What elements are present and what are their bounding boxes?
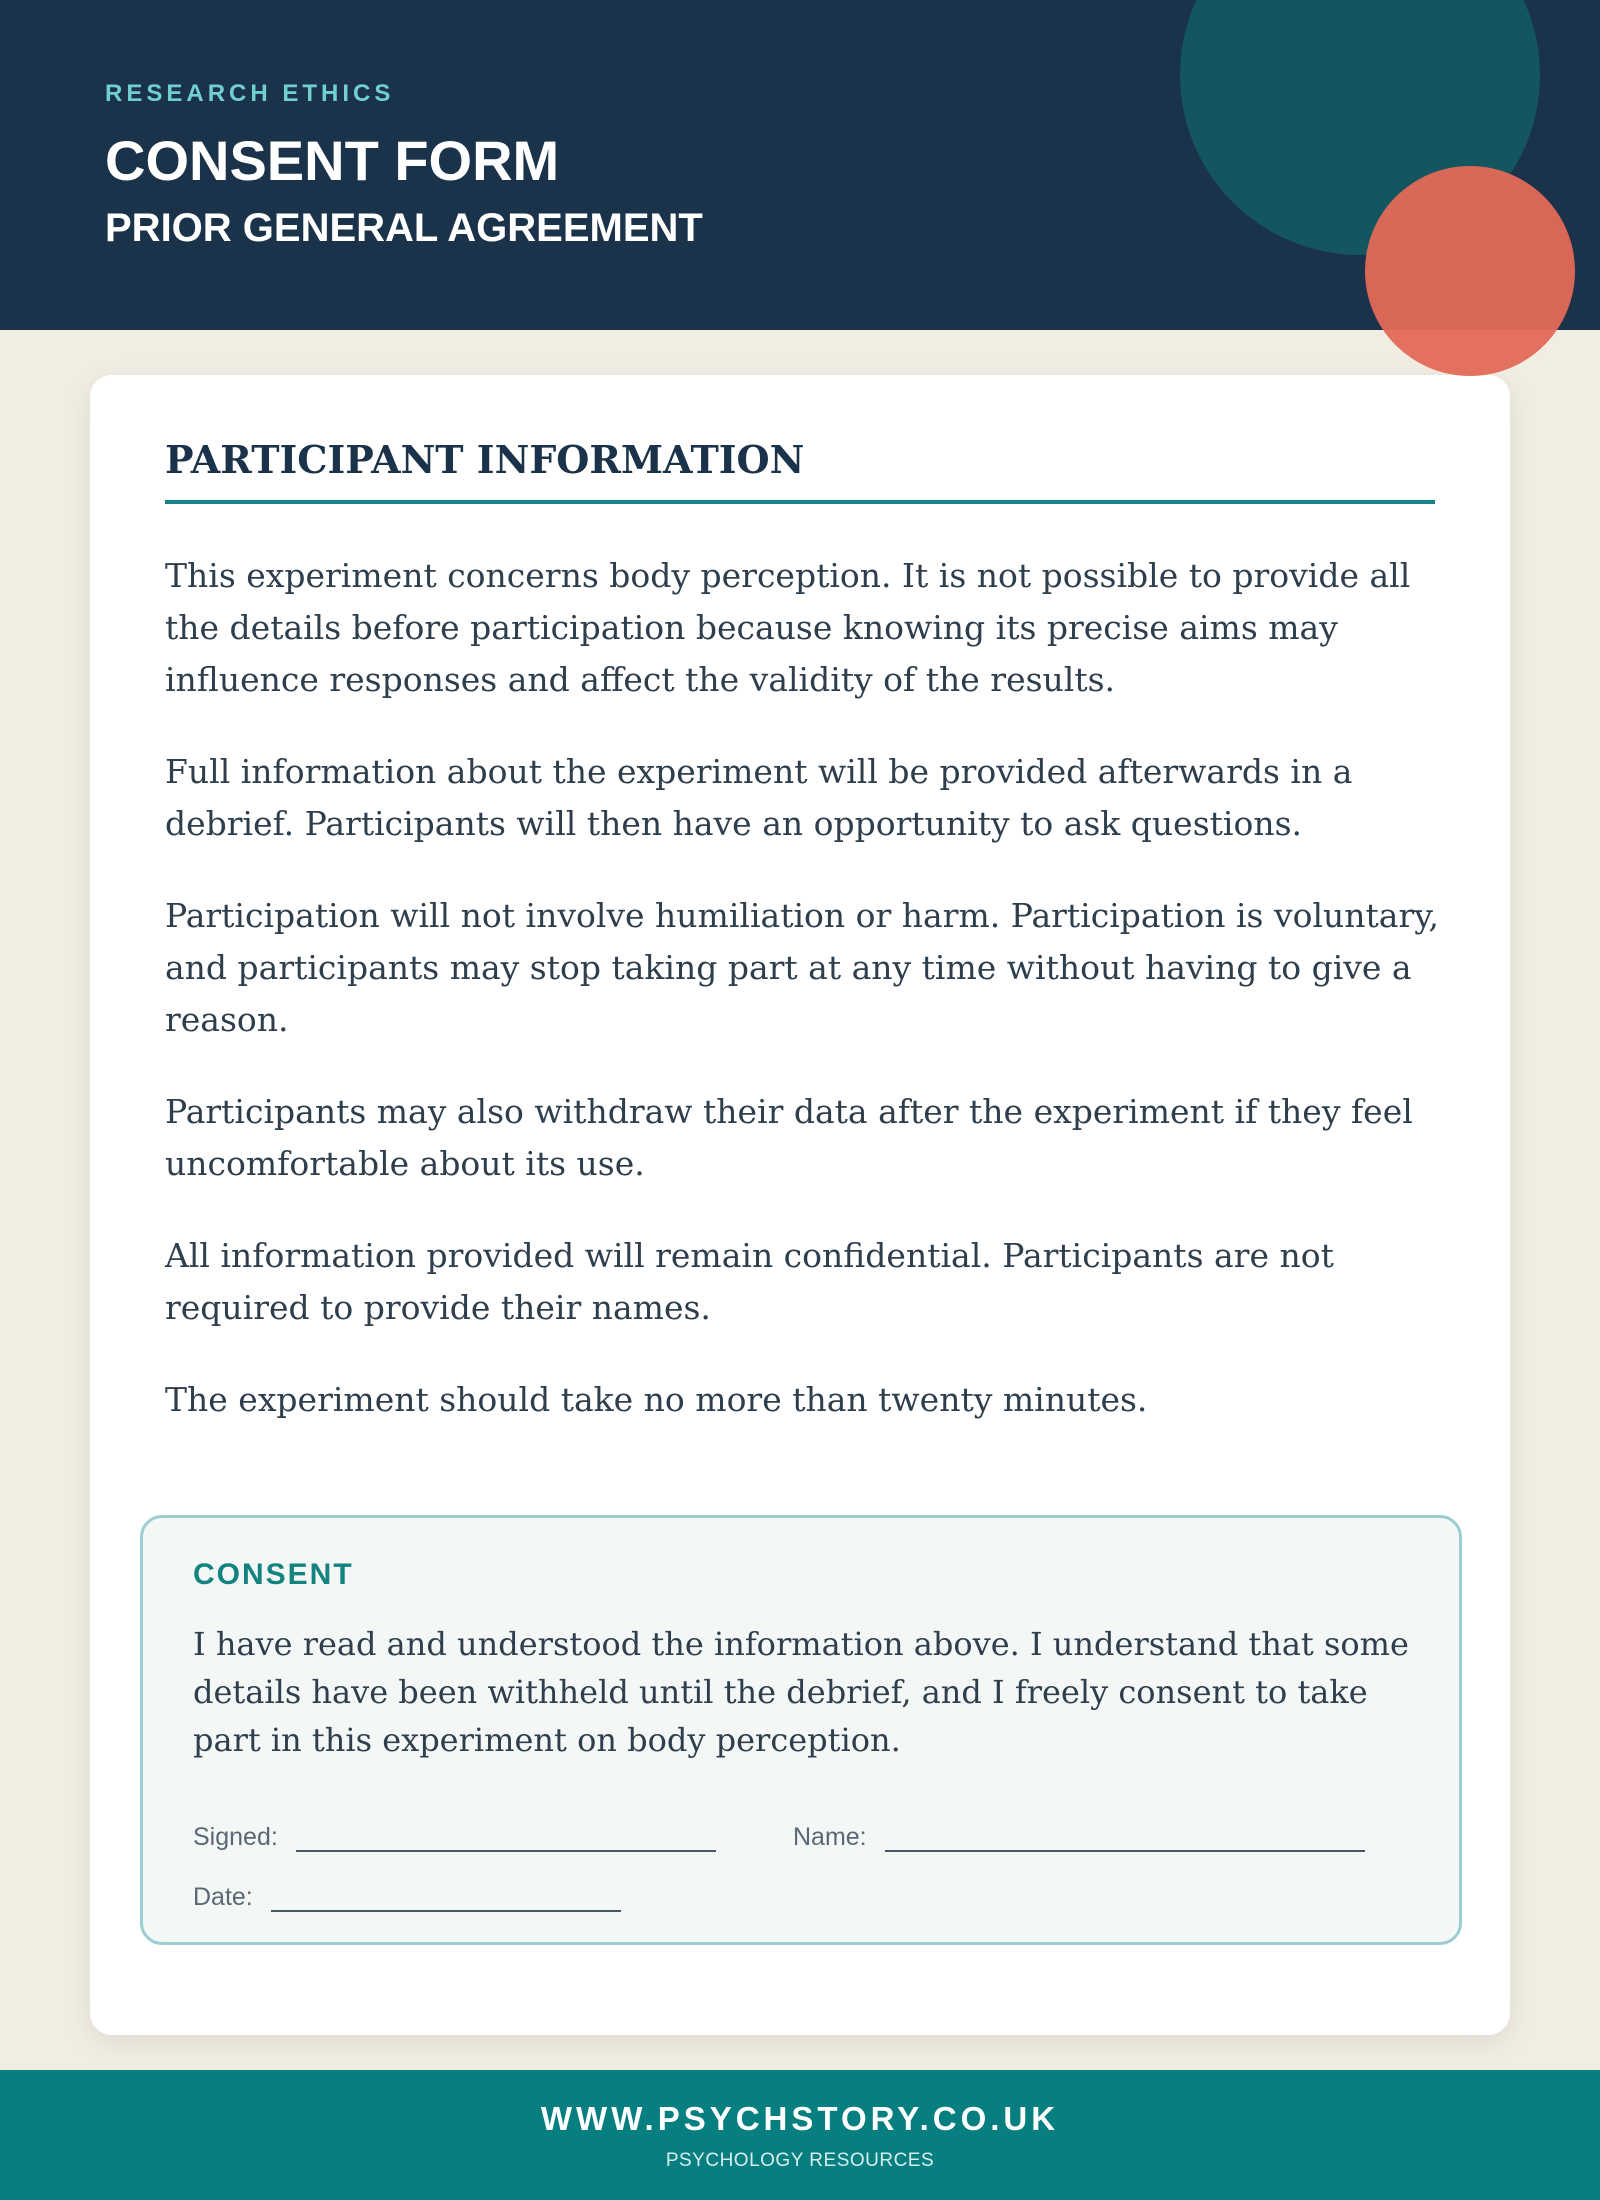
signed-field[interactable] <box>193 1823 716 1852</box>
consent-box <box>140 1515 1462 1945</box>
decorative-coral-circle <box>1365 166 1575 376</box>
info-paragraph: Participation will not involve humiliation or harm. Participation is voluntary, and participants may stop taking part at any time without having to give a reason. <box>165 896 1439 1039</box>
footer-website: WWW.PSYCHSTORY.CO.UK <box>540 2100 1060 2137</box>
page-footer <box>0 2070 1600 2200</box>
info-paragraph: The experiment should take no more than twenty minutes. <box>165 1380 1148 1419</box>
participant-info-body <box>165 550 1455 1466</box>
name-label: Name: <box>793 1823 867 1851</box>
footer-tagline: PSYCHOLOGY RESOURCES <box>665 2150 935 2171</box>
date-line[interactable] <box>271 1884 621 1912</box>
date-field[interactable] <box>193 1883 621 1912</box>
content-card <box>90 375 1510 2035</box>
consent-statement: I have read and understood the information above. I understand that some details have been withheld until the debrief, and I freely consent to take part in this experiment on body perception. <box>193 1625 1409 1759</box>
date-label: Date: <box>193 1883 253 1911</box>
consent-heading: CONSENT <box>193 1558 354 1591</box>
page-subtitle: PRIOR GENERAL AGREEMENT <box>105 205 703 250</box>
info-paragraph: Participants may also withdraw their data after the experiment if they feel uncomfortable about its use. <box>165 1092 1413 1183</box>
signed-label: Signed: <box>193 1823 278 1851</box>
name-field[interactable] <box>793 1823 1365 1852</box>
name-line[interactable] <box>885 1824 1365 1852</box>
page-header <box>0 0 1600 330</box>
info-paragraph: Full information about the experiment will be provided afterwards in a debrief. Participants will then have an opportunity to ask questions. <box>165 752 1353 843</box>
info-paragraph: All information provided will remain confidential. Participants are not required to provide their names. <box>165 1236 1334 1327</box>
header-kicker: RESEARCH ETHICS <box>105 80 395 107</box>
header-text-block <box>105 80 703 251</box>
info-paragraph: This experiment concerns body perception. It is not possible to provide all the details before participation because knowing its precise aims may influence responses and affect the validity of the results. <box>165 556 1411 699</box>
participant-info-heading: PARTICIPANT INFORMATION <box>165 437 1435 504</box>
page-title: CONSENT FORM <box>105 129 560 192</box>
signed-line[interactable] <box>296 1824 716 1852</box>
